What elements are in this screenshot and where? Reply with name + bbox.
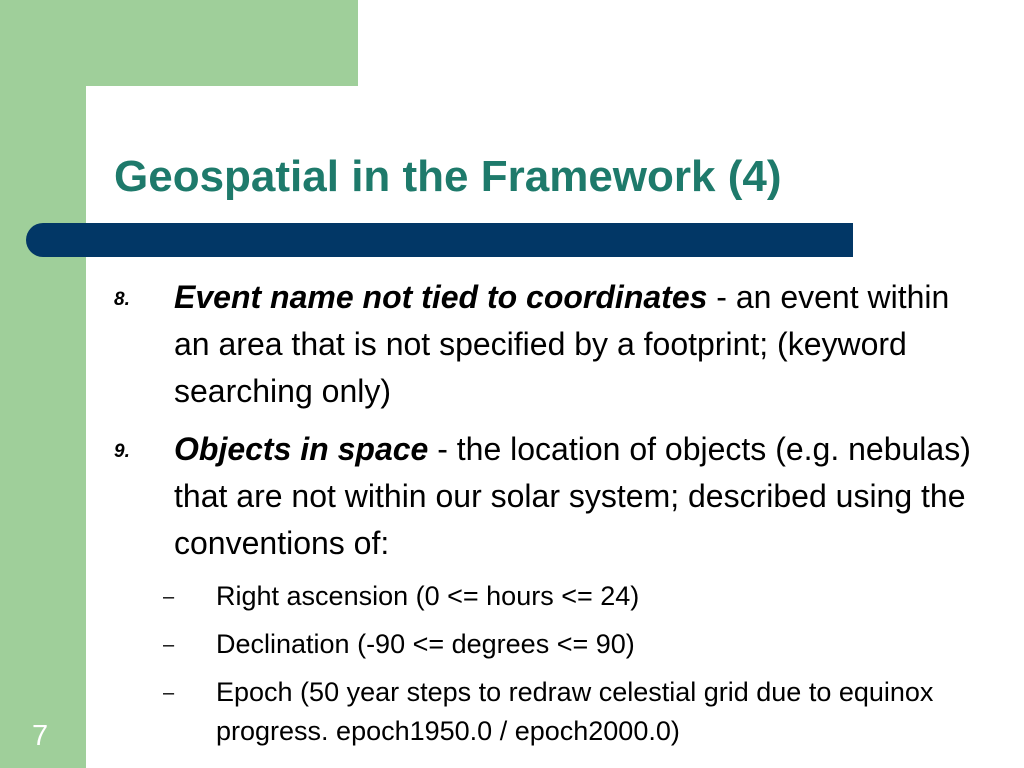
item-text — [174, 274, 974, 415]
dash-marker: – — [163, 586, 175, 608]
top-green-band — [0, 0, 358, 86]
sub-item-text: Declination (-90 <= degrees <= 90) — [216, 629, 635, 659]
sub-item-text: Right ascension (0 <= hours <= 24) — [216, 581, 640, 611]
item-text — [174, 426, 974, 567]
item-number: 9. — [114, 441, 130, 462]
left-green-band — [0, 0, 86, 768]
item-heading: Event name not tied to coordinates — [174, 279, 708, 315]
slide-title: Geospatial in the Framework (4) — [114, 152, 782, 201]
slide-page-number: 7 — [32, 720, 49, 752]
item-body: - the location of objects (e.g. nebulas) that are not within our solar system; described using the conventions of: — [174, 431, 971, 561]
dash-marker: – — [163, 634, 175, 656]
dash-marker: – — [163, 682, 175, 704]
item-number: 8. — [114, 289, 130, 310]
sub-item-text: Epoch (50 year steps to redraw celestial grid due to equinox progress. epoch1950.0 / epoch2000.0) — [216, 677, 934, 746]
item-heading: Objects in space — [174, 431, 429, 467]
title-underline-bar — [26, 223, 853, 257]
item-body: - an event within an area that is not specified by a footprint; (keyword searching only) — [174, 279, 950, 409]
